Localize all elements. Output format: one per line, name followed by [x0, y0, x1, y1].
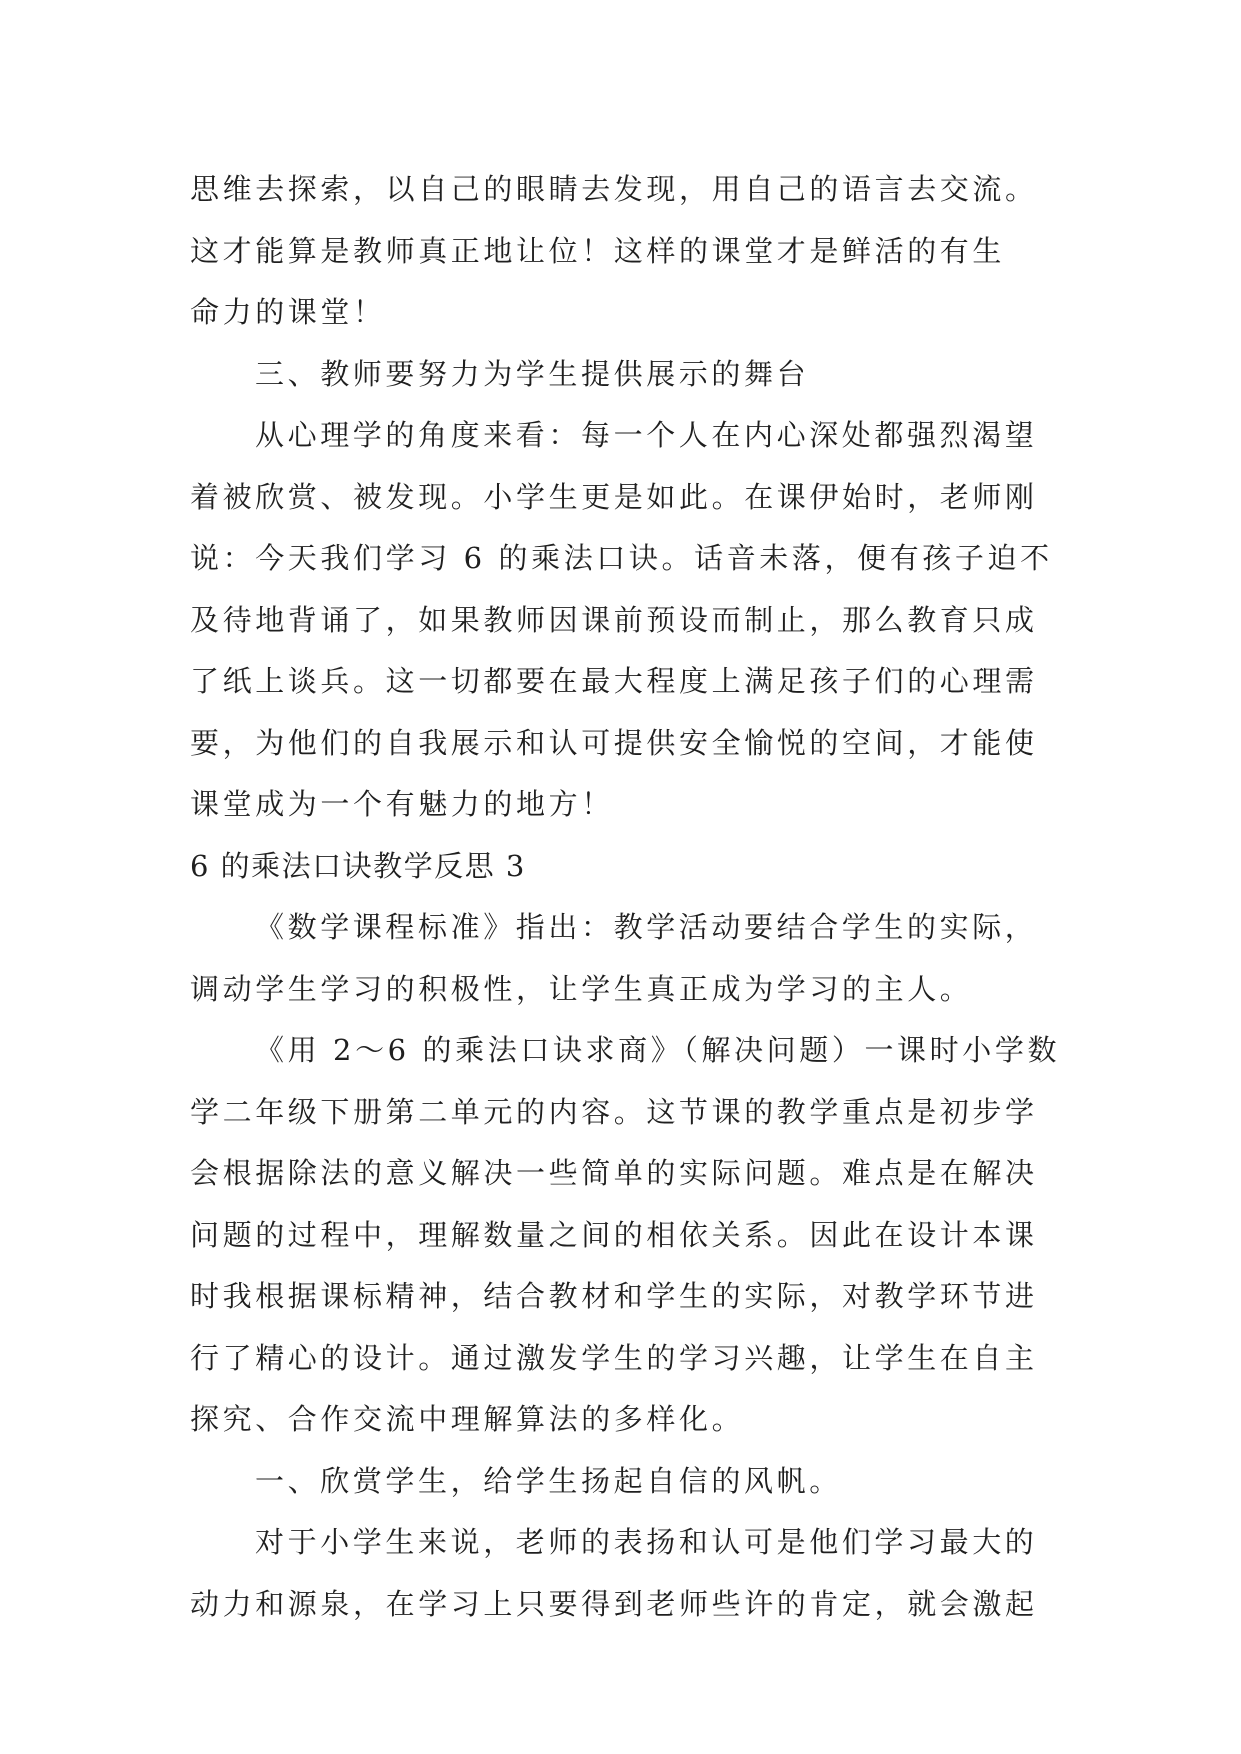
text-line: 时我根据课标精神，结合教材和学生的实际，对教学环节进 [190, 1279, 1038, 1313]
text-line: 动力和源泉，在学习上只要得到老师些许的肯定，就会激起 [190, 1586, 1038, 1621]
text-line: 这才能算是教师真正地让位！这样的课堂才是鲜活的有生 [190, 233, 1006, 268]
text-line: 课堂成为一个有魅力的地方！ [190, 787, 614, 821]
article-title: 6 的乘法口诀教学反思 3 [190, 848, 526, 883]
text-line: 着被欣赏、被发现。小学生更是如此。在课伊始时，老师刚 [190, 479, 1038, 514]
section-heading: 一、欣赏学生，给学生扬起自信的风帆。 [255, 1463, 842, 1498]
body-text [190, 159, 1070, 1635]
text-line: 问题的过程中，理解数量之间的相依关系。因此在设计本课 [190, 1217, 1038, 1252]
text-line: 调动学生学习的积极性，让学生真正成为学习的主人。 [190, 971, 973, 1006]
text-line: 从心理学的角度来看：每一个人在内心深处都强烈渴望 [255, 418, 1038, 452]
text-line: 行了精心的设计。通过激发学生的学习兴趣，让学生在自主 [190, 1340, 1038, 1375]
text-line: 命力的课堂！ [190, 295, 386, 329]
text-line: 及待地背诵了，如果教师因课前预设而制止，那么教育只成 [190, 602, 1038, 637]
text-line: 思维去探索，以自己的眼睛去发现，用自己的语言去交流。 [190, 172, 1038, 206]
text-line: 学二年级下册第二单元的内容。这节课的教学重点是初步学 [190, 1094, 1038, 1129]
text-line: 探究、合作交流中理解算法的多样化。 [190, 1402, 745, 1436]
text-line: 了纸上谈兵。这一切都要在最大程度上满足孩子们的心理需 [190, 664, 1038, 698]
text-line: 要，为他们的自我展示和认可提供安全愉悦的空间，才能使 [190, 725, 1038, 760]
section-heading: 三、教师要努力为学生提供展示的舞台 [255, 356, 810, 391]
text-line: 《数学课程标准》指出：教学活动要结合学生的实际， [255, 910, 1038, 944]
text-line: 《用 2～6 的乘法口诀求商》（解决问题）一课时小学数 [255, 1033, 1061, 1067]
text-line: 说：今天我们学习 6 的乘法口诀。话音未落，便有孩子迫不 [190, 541, 1053, 575]
text-line: 会根据除法的意义解决一些简单的实际问题。难点是在解决 [190, 1156, 1038, 1190]
text-line: 对于小学生来说，老师的表扬和认可是他们学习最大的 [255, 1525, 1038, 1559]
